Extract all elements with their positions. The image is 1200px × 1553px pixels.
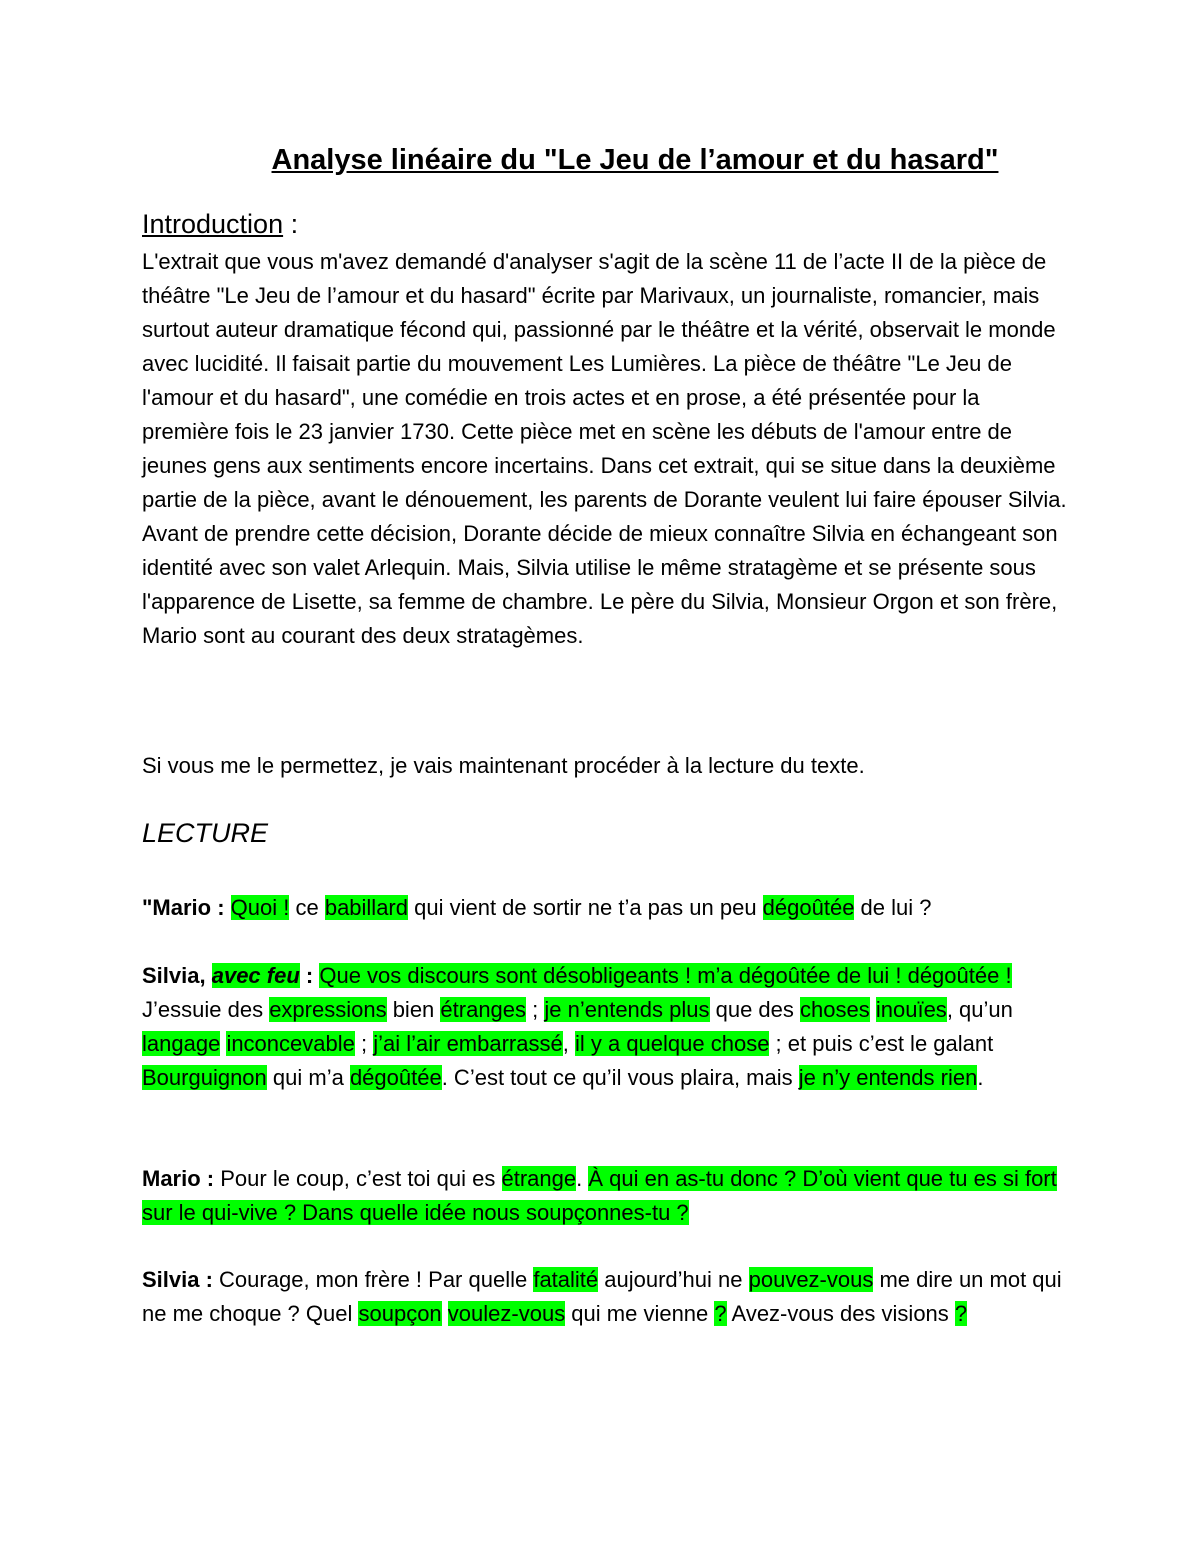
- dialogue-text: , qu’un: [946, 997, 1013, 1022]
- dialogue-text: de lui ?: [854, 895, 932, 920]
- highlighted-phrase: inconcevable: [226, 1031, 355, 1056]
- highlighted-phrase: il y a quelque chose: [574, 1031, 770, 1056]
- dialogue-text: [870, 997, 876, 1022]
- highlighted-phrase: Quoi !: [230, 895, 290, 920]
- highlighted-phrase: choses: [800, 997, 870, 1022]
- highlighted-phrase: dégoûtée: [349, 1065, 442, 1090]
- highlighted-phrase: je n’entends plus: [544, 997, 710, 1022]
- dialogue-text: .: [576, 1166, 589, 1191]
- dialogue-text: qui m’a: [266, 1065, 350, 1090]
- highlighted-phrase: ?: [714, 1301, 727, 1326]
- dialogue-text: que des: [709, 997, 801, 1022]
- introduction-paragraph: L'extrait que vous m'avez demandé d'analyser s'agit de la scène 11 de l’acte II de la pièce de théâtre "Le Jeu de l’amour et du hasard" écrite par Marivaux, un journaliste, romancier, mais surtout auteur dramatique fécond qui, passionné par le théâtre et la vérité, observait le monde avec lucidité. Il faisait partie du mouvement Les Lumières. La pièce de théâtre "Le Jeu de l'amour et du hasard", une comédie en trois actes et en prose, a été présentée pour la première fois le 23 janvier 1730. Cette pièce met en scène les débuts de l'amour entre de jeunes gens aux sentiments encore incertains. Dans cet extrait, qui se situe dans la deuxième partie de la pièce, avant le dénouement, les parents de Dorante veulent lui faire épouser Silvia. Avant de prendre cette décision, Dorante décide de mieux connaître Silvia en échangeant son identité avec son valet Arlequin. Mais, Silvia utilise le même stratagème et se présente sous l'apparence de Lisette, sa femme de chambre. Le père du Silvia, Monsieur Orgon et son frère, Mario sont au courant des deux stratagèmes.: [142, 249, 1067, 648]
- highlighted-phrase: À qui en as-tu donc ? D’où vient que tu es si fort sur le qui-vive ? Dans quelle idée nous soupçonnes-tu ?: [142, 1166, 1057, 1225]
- dialogue-text: ;: [354, 1031, 374, 1056]
- dialogue-text: .: [977, 1065, 984, 1090]
- dialogue-text: me dire un mot qui ne me choque ? Quel: [142, 1267, 1062, 1326]
- highlighted-phrase: babillard: [324, 895, 408, 920]
- dialogue-line-mario-2: [142, 1162, 1072, 1230]
- highlighted-phrase: inouïes: [875, 997, 947, 1022]
- dialogue-line-mario-1: [142, 891, 1072, 925]
- highlighted-phrase: expressions: [269, 997, 387, 1022]
- dialogue-text: Avez-vous des visions: [726, 1301, 955, 1326]
- highlighted-phrase: fatalité: [533, 1267, 599, 1292]
- dialogue-text: qui me vienne: [565, 1301, 715, 1326]
- dialogue-line-silvia-1: [142, 959, 1072, 1095]
- highlighted-phrase: Bourguignon: [142, 1065, 267, 1090]
- dialogue-text: J’essuie des: [142, 997, 270, 1022]
- dialogue-text: ;: [526, 997, 545, 1022]
- speaker-name: :: [299, 963, 320, 988]
- highlighted-phrase: ?: [954, 1301, 968, 1326]
- dialogue-text: aujourd’hui ne: [598, 1267, 749, 1292]
- dialogue-text: qui vient de sortir ne t’a pas un peu: [408, 895, 763, 920]
- highlighted-phrase: voulez-vous: [447, 1301, 566, 1326]
- speaker-name: Mario :: [142, 1166, 221, 1191]
- highlighted-phrase: soupçon: [358, 1301, 442, 1326]
- dialogue-text: [442, 1301, 448, 1326]
- highlighted-phrase: étranges: [440, 997, 527, 1022]
- introduction-heading-label: Introduction: [142, 209, 284, 239]
- dialogue-text: Courage, mon frère ! Par quelle: [219, 1267, 534, 1292]
- highlighted-phrase: je n’y entends rien: [798, 1065, 978, 1090]
- introduction-heading: [142, 206, 1072, 242]
- dialogue-line-silvia-2: [142, 1263, 1072, 1331]
- dialogue-text: Pour le coup, c’est toi qui es: [220, 1166, 502, 1191]
- highlighted-phrase: Que vos discours sont désobligeants ! m’a dégoûtée de lui ! dégoûtée !: [319, 963, 1012, 988]
- highlighted-phrase: langage: [142, 1031, 221, 1056]
- dialogue-text: ; et puis c’est le galant: [769, 1031, 994, 1056]
- highlighted-phrase: pouvez-vous: [748, 1267, 874, 1292]
- speaker-name: Silvia :: [142, 1267, 220, 1292]
- lecture-heading: LECTURE: [142, 818, 269, 848]
- stage-direction: avec feu: [211, 963, 300, 988]
- dialogue-text: ce: [289, 895, 325, 920]
- dialogue-text: bien: [386, 997, 441, 1022]
- introduction-heading-colon: :: [283, 209, 299, 239]
- highlighted-phrase: j’ai l’air embarrassé: [373, 1031, 563, 1056]
- speaker-name: "Mario :: [142, 895, 231, 920]
- permission-paragraph: Si vous me le permettez, je vais maintenant procéder à la lecture du texte.: [142, 753, 865, 778]
- speaker-name: Silvia,: [142, 963, 212, 988]
- highlighted-phrase: dégoûtée: [762, 895, 855, 920]
- dialogue-text: ,: [562, 1031, 575, 1056]
- highlighted-phrase: étrange: [501, 1166, 577, 1191]
- document-title: Analyse linéaire du "Le Jeu de l’amour et du hasard": [271, 144, 999, 176]
- dialogue-text: . C’est tout ce qu’il vous plaira, mais: [441, 1065, 799, 1090]
